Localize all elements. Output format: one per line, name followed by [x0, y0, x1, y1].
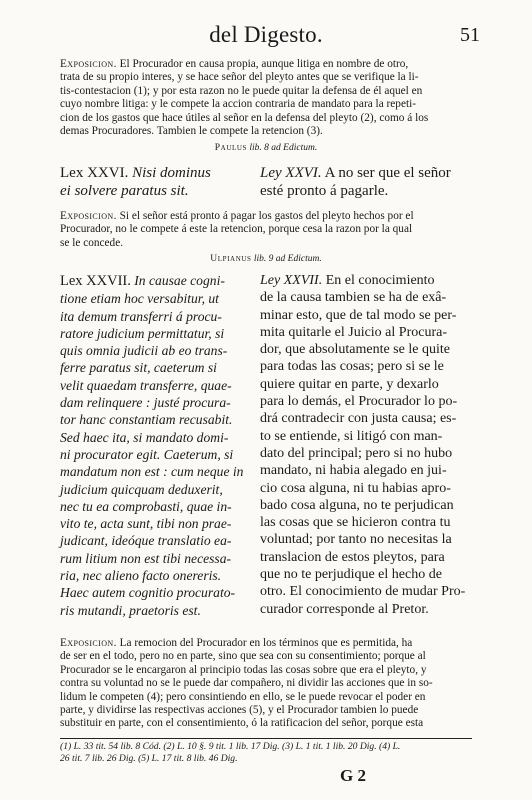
spanish-line: otro. El conocimiento de mudar Pro-: [260, 584, 466, 600]
ley-heading: Ley XXVII.: [260, 273, 323, 288]
exposition-paragraph-3: Exposicion. La remocion del Procurador en los términos que es permitida, ha de ser en el todo, pero no en parte, sino que sea con su consentimiento; porque al Procurador se le encargaron al principio todas las cosas sobre que era el pleyto, y contra su voluntad no se le puede dar compañero, ni dividir las acciones que in so- lidum le competen (4); pero consintiendo en ello, se le puede revocar el poder en parte, y dividirse las respectivas acciones (5), y el Procurador tambien lo puede substituir en parte, con el consentimiento, ó la ratificacion del señor, porque esta: [60, 637, 472, 731]
spanish-line: to se entiende, si litigó con man-: [260, 428, 443, 444]
exposition-label: Exposicion.: [60, 637, 117, 649]
latin-line: judicium quicquam deduxerit,: [60, 481, 223, 497]
exposition-line: se le concede.: [60, 236, 124, 249]
lex-heading: Lex XXVI.: [60, 165, 129, 181]
exposition-line: substituir en parte, con el consentimiento, ó la ratificacion del señor, porque esta: [60, 717, 424, 730]
exposition-line: Exposicion. El Procurador en causa propia, aunque litiga en nombre de otro,: [60, 58, 409, 70]
spanish-line: para lo demás, el Procurador lo po-: [260, 394, 458, 410]
lex-27-latin: Lex XXVII. In causae cogni- tione etiam hoc versabitur, ut ita demum transferri á procu- ratore judicium permittatur, si quis omnia judicii ab eo trans- ferre paratus sit, caeterum si velit quaedam transferre, quae- dam relinquere : justé procura- tor hanc constantiam recusabit. Sed haec ita, si mandato domi- ni procurator egit. Caeterum, si mandatum non est : cum neque in judicium quicquam deduxerit, nec tu ea comprobasti, quae in- vito te, acta sunt, tibi non prae- judicant, ideóque translatio ea- rum litium non est tibi necessa- ria, nec alieno facto onereris. Haec autem cognitio procurato- ris mutandi, praetoris est.: [60, 272, 252, 619]
exposition-line: Procurador se le encargaron al principio todas las cosas sobre que era el pleyto, y: [60, 663, 427, 676]
exposition-label: Exposicion.: [60, 210, 117, 222]
spanish-line: dor, que absolutamente se le quite: [260, 342, 450, 358]
spanish-line: minar esto, que de tal modo se per-: [260, 307, 457, 323]
footnotes: [60, 741, 472, 765]
citation-author: Paulus: [214, 143, 247, 153]
spanish-line: quiere quitar en parte, y dexarlo: [260, 376, 439, 392]
footnote-rule: [60, 738, 472, 739]
citation-work: lib. 8 ad Edictum.: [249, 143, 318, 153]
spanish-line: mita quitarle el Juicio al Procura-: [260, 324, 447, 340]
latin-line: nec tu ea comprobasti, quae in-: [60, 498, 232, 514]
latin-line: tor hanc constantiam recusabit.: [60, 412, 233, 428]
spanish-line: curador corresponde al Pretor.: [260, 601, 429, 617]
latin-line: tione etiam hoc versabitur, ut: [60, 291, 219, 307]
footnote-line: (1) L. 33 tit. 54 lib. 8 Cód. (2) L. 10 §. 9 tit. 1 lib. 17 Dig. (3) L. 1 tit. 1 lib. 20 Dig. (4) L.: [60, 741, 401, 752]
running-title: del Digesto.: [209, 22, 323, 47]
exposition-line: de ser en el todo, pero no en parte, sino que sea con su consentimiento; porque al: [60, 650, 426, 663]
exposition-line: cuyo nombre litiga: y le compete la accion contraria de mandato para la repeti-: [60, 98, 417, 111]
spanish-line: voluntad; por tanto no necesitas la: [260, 532, 452, 548]
spanish-line: mandato, ni habia alegado en jui-: [260, 463, 447, 479]
latin-line: quis omnia judicii ab eo trans-: [60, 343, 228, 359]
exposition-line: contra su voluntad no se le puede dar compañero, ni dividir las acciones que in so-: [60, 677, 433, 690]
spanish-line: translacion de estos pleytos, para: [260, 549, 445, 565]
source-citation-2: [0, 254, 532, 264]
exposition-line: tis-contestacion (1); y por esta razon no le puede quitar la defensa de él aquel en: [60, 84, 423, 97]
latin-line: judicant, ideóque translatio ea-: [60, 533, 232, 549]
spanish-line: para todas las cosas; pero si se le: [260, 359, 444, 375]
spanish-line: drá contradecir con justa causa; es-: [260, 411, 457, 427]
latin-line: ria, nec alieno facto onereris.: [60, 568, 222, 584]
spanish-line: dato del principal; pero si no hubo: [260, 445, 453, 461]
latin-line: ni procurator egit. Caeterum, si: [60, 446, 234, 462]
spanish-line: que no te perjudique el hecho de: [260, 567, 442, 583]
page-number: 51: [460, 24, 480, 46]
latin-line: mandatum non est : cum neque in: [60, 464, 244, 480]
exposition-paragraph-1: [60, 58, 472, 138]
citation-work: lib. 9 ad Edictum.: [253, 254, 322, 264]
exposition-paragraph-2: Exposicion. Si el señor está pronto á pagar los gastos del pleyto hechos por el Procurador, no le compete á este la retencion, porque cesa la razon por la qual se le concede.: [60, 210, 472, 250]
exposition-line: cion de los gastos que hace útiles al señor en la defensa del pleyto (2), como á los: [60, 111, 429, 124]
latin-line: Haec autem cognitio procurato-: [60, 585, 236, 601]
latin-line: ferre paratus sit, caeterum si: [60, 360, 217, 376]
latin-line: dam relinquere : justé procura-: [60, 395, 231, 411]
footnote-line: 26 tit. 7 lib. 26 Dig. (5) L. 17 tit. 8 lib. 46 Dig.: [60, 753, 238, 764]
spanish-line: bado cosa alguna, no te perjudican: [260, 497, 454, 513]
spanish-line: de la causa tambien se ha de exâ-: [260, 290, 447, 306]
spanish-line: esté pronto á pagarle.: [260, 183, 389, 199]
exposition-line: demas Procuradores. Tambien le compete la retencion (3).: [60, 125, 323, 138]
spanish-line: las cosas que se hicieron contra tu: [260, 515, 451, 531]
ley-27-spanish: Ley XXVII. En el conocimiento de la causa tambien se ha de exâ- minar esto, que de tal modo se per- mita quitarle el Juicio al Procura- dor, que absolutamente se le quite para todas las cosas; pero si se le quiere quitar en parte, y dexarlo para lo demás, el Procurador lo po- drá contradecir con justa causa; es- to se entiende, si litigó con man- dato del principal; pero si no hubo mandato, ni habia alegado en jui- cio cosa alguna, ni tu habias apro- bado cosa alguna, no te perjudican las cosas que se hicieron contra tu voluntad; por tanto no necesitas la translacion de estos pleytos, para que no te perjudique el hecho de otro. El conocimiento de mudar Pro- curador corresponde al Pretor.: [260, 272, 472, 618]
ley-heading: Ley XXVI.: [260, 165, 322, 181]
lex-heading: Lex XXVII.: [60, 273, 131, 289]
latin-line: ratore judicium permittatur, si: [60, 325, 225, 341]
latin-line: velit quaedam transferre, quae-: [60, 377, 232, 393]
latin-line: Sed haec ita, si mandato domi-: [60, 429, 229, 445]
latin-line: ei solvere paratus sit.: [60, 183, 189, 199]
latin-line: ita demum transferri á procu-: [60, 308, 222, 324]
source-citation-1: [0, 143, 532, 153]
exposition-line: lidum le competen (4); pero consintiendo en ello, se le puede revocar el poder en: [60, 690, 426, 703]
ley-26-spanish: Ley XXVI. A no ser que el señor esté pronto á pagarle.: [260, 164, 472, 200]
citation-author: Ulpianus: [210, 254, 252, 264]
exposition-label: Exposicion.: [60, 58, 117, 70]
lex-26-latin: Lex XXVI. Nisi dominus ei solvere paratus sit.: [60, 164, 252, 200]
page-header: [0, 22, 532, 52]
spanish-line: cio cosa alguna, ni tu habias apro-: [260, 480, 451, 496]
latin-line: ris mutandi, praetoris est.: [60, 602, 201, 618]
latin-line: rum litium non est tibi necessa-: [60, 550, 232, 566]
exposition-line: trata de su propio interes, y se hace señor del pleyto antes que se verifique la li-: [60, 71, 419, 84]
exposition-line: parte, y dividirse las respectivas acciones (5), y el Procurador tambien lo puede: [60, 704, 419, 717]
signature-mark: G 2: [340, 766, 366, 785]
exposition-line: Procurador, no le compete á este la retencion, porque cesa la razon por la qual: [60, 223, 413, 236]
latin-line: vito te, acta sunt, tibi non prae-: [60, 516, 232, 532]
